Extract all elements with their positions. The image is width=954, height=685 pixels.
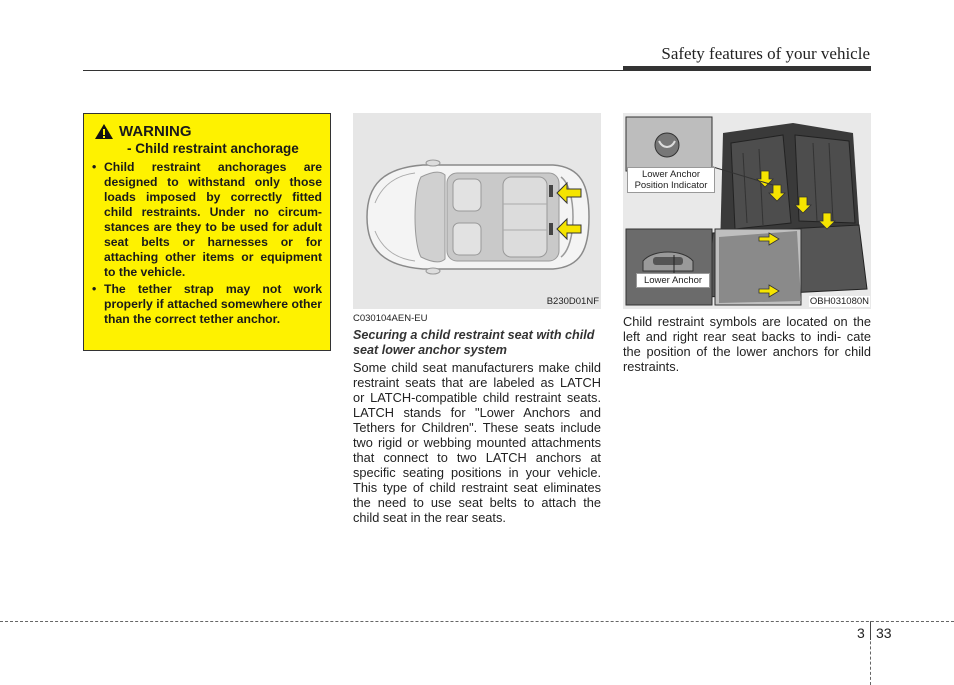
car-top-view-illustration xyxy=(353,113,601,309)
figure-code: OBH031080N xyxy=(809,296,869,307)
figure-code: B230D01NF xyxy=(546,296,599,307)
footer-rule xyxy=(0,621,954,622)
header-bar xyxy=(623,66,871,71)
warning-box xyxy=(83,113,331,351)
callout-lower-anchor: Lower Anchor xyxy=(636,273,710,288)
warning-list xyxy=(92,160,322,327)
chapter-number: 3 xyxy=(857,625,865,641)
page-number: 33 xyxy=(876,625,892,641)
warning-item: • The tether strap may not work properly if attached somewhere other than the correct tether anchor. xyxy=(92,282,322,327)
warning-label: WARNING xyxy=(119,123,192,140)
section-body: Some child seat manufacturers make child restraint seats that are labeled as LATCH or LATCH-compatible child restraint seats. LATCH stands for "Lower Anchors and Tethers for Children". These seats include two rigid or webbing mounted attachments that connect to two LATCH anchors at specific seating positions in your vehicle. This type of child restraint seat eliminates the need to use seat belts to attach the child seat in the rear seats. xyxy=(353,360,601,525)
section-code: C030104AEN-EU xyxy=(353,313,428,324)
callout-lower-anchor-indicator: Lower Anchor Position Indicator xyxy=(627,167,715,193)
warning-subtitle: - Child restraint anchorage xyxy=(127,141,299,156)
section-title: Securing a child restraint seat with child seat lower anchor system xyxy=(353,328,595,357)
seat-anchor-figure xyxy=(623,113,871,309)
page-header-title: Safety features of your vehicle xyxy=(661,44,870,63)
warning-icon xyxy=(94,123,114,140)
warning-item: • Child restraint anchorages are designed to withstand only those loads imposed by correctly fitted child restraints. Under no circum- stances are they to be used for adult seat belts or harnesses or for attaching other items or equipment to the vehicle. xyxy=(92,160,322,280)
car-top-view-figure xyxy=(353,113,601,309)
page-number-separator xyxy=(870,622,871,640)
right-column-text: Child restraint symbols are located on the left and right rear seat backs to indi- cate the position of the lower anchors for child restraints. xyxy=(623,314,871,374)
warning-heading xyxy=(94,123,322,140)
